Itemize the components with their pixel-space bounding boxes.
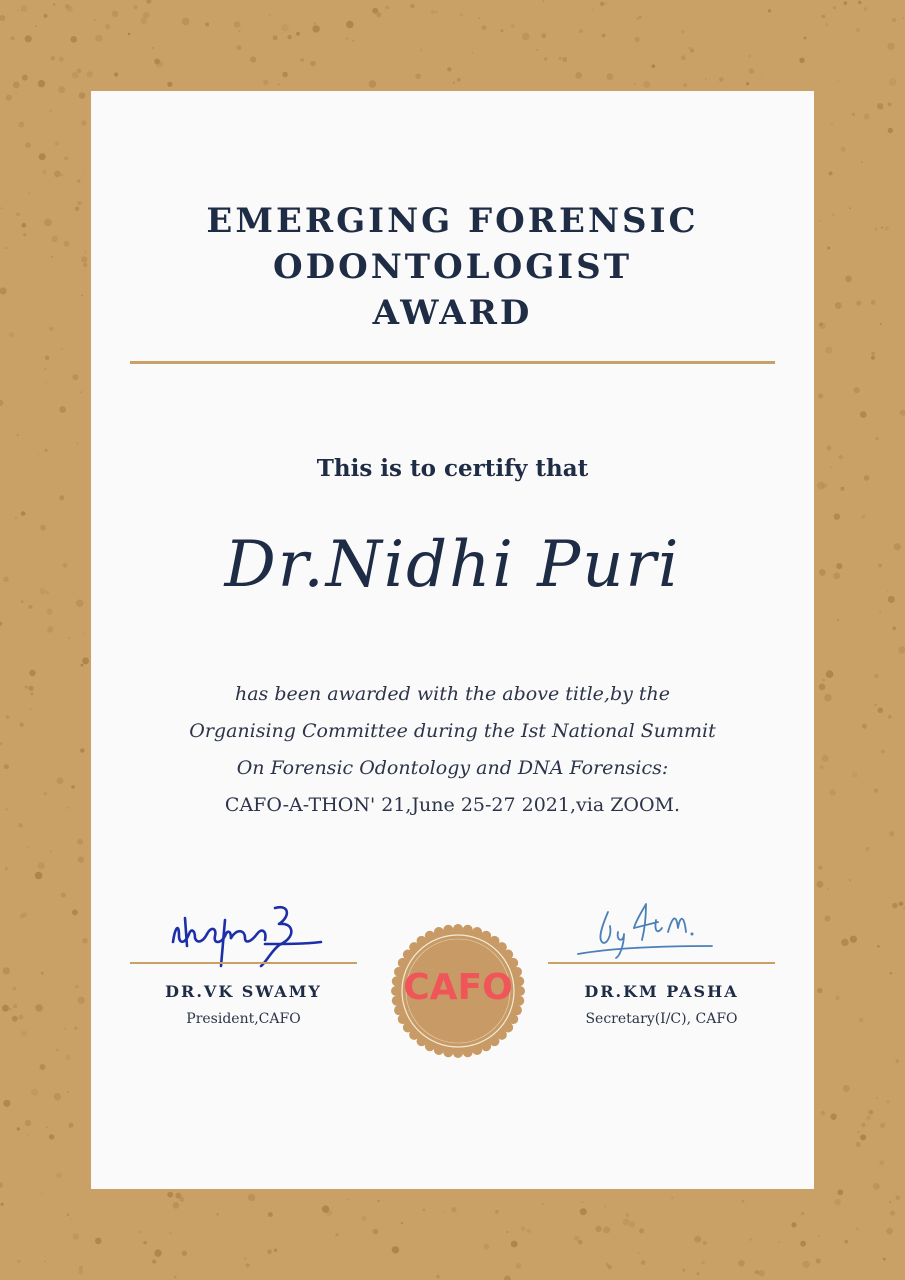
secretary-role: Secretary(I/C), CAFO — [585, 1011, 738, 1027]
secretary-name: DR.KM PASHA — [584, 982, 739, 1001]
award-title-line-1: EMERGING FORENSIC — [206, 201, 699, 241]
description-line-4: CAFO-A-THON' 21,June 25-27 2021,via ZOOM. — [224, 794, 681, 816]
president-name: DR.VK SWAMY — [165, 982, 322, 1001]
award-description — [0, 676, 905, 824]
description-line-1: has been awarded with the above title,by the — [234, 683, 670, 705]
president-signature-line — [130, 962, 357, 964]
secretary-signature-line — [548, 962, 775, 964]
description-line-3: On Forensic Odontology and DNA Forensics: — [236, 757, 669, 779]
president-role: President,CAFO — [186, 1011, 301, 1027]
award-title-line-2: ODONTOLOGIST — [272, 247, 633, 287]
award-title — [0, 198, 905, 336]
seal-text: CAFO — [403, 967, 513, 1008]
description-line-2: Organising Committee during the Ist National Summit — [189, 720, 716, 742]
president-signature — [165, 900, 325, 970]
title-divider — [130, 361, 775, 364]
recipient-name: Dr.Nidhi Puri — [224, 528, 681, 602]
secretary-signature — [572, 898, 722, 964]
award-title-line-3: AWARD — [372, 293, 533, 333]
certify-text: This is to certify that — [316, 455, 589, 482]
